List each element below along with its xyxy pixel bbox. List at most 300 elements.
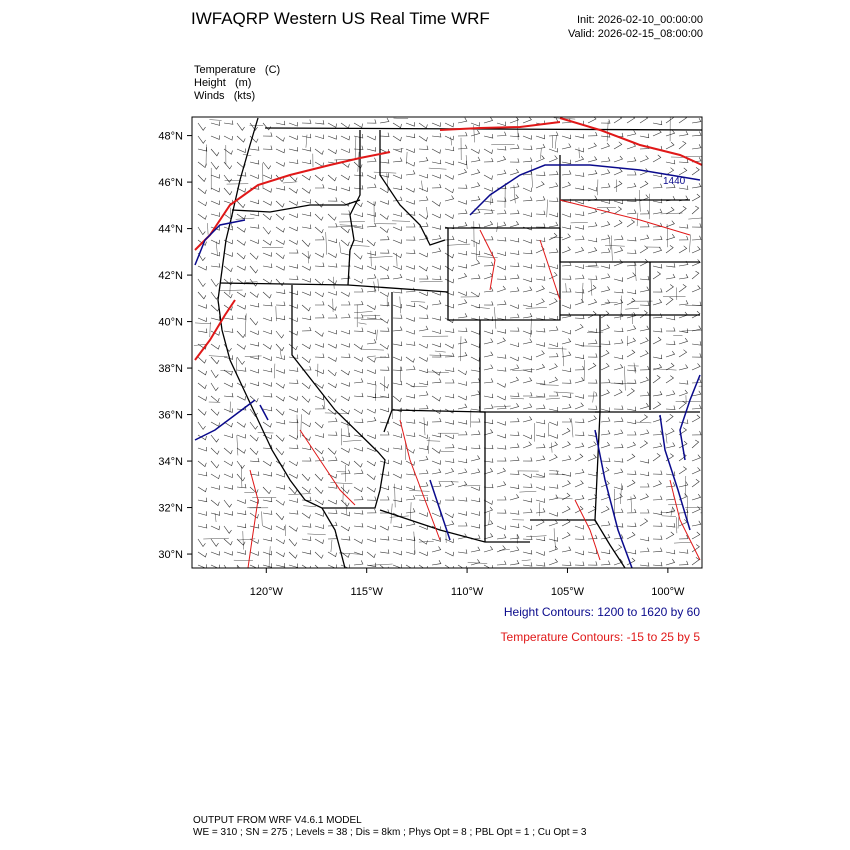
wind-barb [666,327,675,331]
wind-barb [341,187,350,191]
wind-barb [263,132,272,136]
wind-barb [315,552,323,558]
wind-barb [588,485,597,489]
wind-barb [393,342,402,346]
wind-barb [315,539,324,544]
wind-barb [211,551,220,555]
wind-barb [666,316,675,320]
wind-barb [601,442,610,448]
wind-barb [588,329,597,333]
wind-barb [432,248,441,253]
wind-barb [523,313,532,318]
wind-barb [198,201,207,206]
wind-barb [458,169,467,175]
county-line [237,435,238,455]
wind-barb [302,565,311,570]
county-line [540,385,559,386]
wind-barb [471,275,480,280]
wind-barb [315,343,324,347]
wind-barb [588,247,597,253]
wind-barb [458,381,467,385]
wind-barb [289,227,298,231]
wind-barb [471,122,480,126]
wind-barb [198,175,206,182]
wind-barb [250,224,259,228]
wind-barb [601,390,609,396]
wind-barb [666,414,673,422]
wind-barb [211,485,220,489]
wind-barb [380,249,389,253]
wind-barb [198,279,205,287]
wind-barb [549,407,558,411]
wind-barb [523,146,532,150]
wind-barb [263,227,271,234]
wind-barb [445,521,454,526]
wind-barb [588,285,596,292]
wind-barb [549,364,557,370]
wind-barb [354,288,363,292]
wind-barb [549,298,557,305]
wind-barb [562,234,570,240]
wind-barb [640,338,648,344]
wind-barb [588,561,597,565]
wind-barb [653,471,662,475]
county-line [230,278,231,295]
wind-barb [523,158,532,163]
wind-barb [263,146,272,150]
wind-barb [588,455,596,462]
wind-barb [471,511,480,515]
wind-barb [406,317,415,321]
wind-barb [289,539,297,546]
map-frame [192,117,702,568]
wind-barb [406,537,415,541]
wind-barb [484,405,493,410]
wind-barb [653,236,662,240]
county-line [555,135,556,149]
wind-barb [432,225,441,229]
wind-barb [562,330,571,334]
wind-barb [224,461,233,466]
wind-barb [263,435,272,439]
wind-barb [445,175,454,179]
wind-barb [237,511,246,515]
wind-barb [211,383,218,391]
county-line [258,433,274,434]
county-line [195,323,211,324]
wind-barb [536,144,545,149]
wind-barb [263,537,272,541]
wind-barb [458,459,467,463]
county-line [676,401,702,402]
wind-barb [588,222,597,227]
wind-barb [341,536,350,540]
wind-barb [575,419,584,423]
wind-barb [640,246,648,253]
wind-barb [380,354,389,358]
wind-barb [497,146,506,150]
wind-barb [198,472,207,476]
wind-barb [640,156,648,162]
wind-barb [458,264,467,268]
wind-barb [679,401,686,409]
wind-barb [276,162,285,166]
wind-barb [549,291,558,295]
wind-barb [523,442,531,448]
wind-barb [263,461,272,466]
wind-barb [562,182,571,188]
wind-barb [224,408,233,412]
wind-barb [640,377,649,383]
wind-barb [354,357,363,361]
wind-barb [315,227,323,233]
county-line [636,422,651,423]
wind-barb [315,236,324,240]
wind-barb [497,434,506,438]
wind-barb [471,224,480,228]
wind-barb [198,266,207,270]
wind-barb [276,435,284,441]
wind-barb [510,432,519,436]
wind-barb [523,526,532,530]
wind-barb [224,329,233,333]
wind-barb [510,238,519,242]
wind-barb [523,278,532,282]
wind-barb [289,318,298,322]
wind-barb [679,390,688,396]
wind-barb [497,468,506,474]
wind-barb [250,240,259,244]
wind-barb [198,511,207,515]
lon-label: 120°W [249,586,283,598]
county-lines [194,117,721,576]
wind-barb [601,325,609,331]
wind-barb [536,562,545,566]
wind-barb [211,292,219,299]
wind-barb [250,331,259,335]
county-line [566,283,567,292]
wind-barb [198,524,207,528]
wind-barb [289,240,298,244]
wind-barb [289,396,298,400]
wind-barb [497,252,506,256]
model-config: WE = 310 ; SN = 275 ; Levels = 38 ; Dis = 8km ; Phys Opt = 8 ; PBL Opt = 1 ; Cu Opt = 3 [193,827,587,838]
wind-barb [445,344,454,348]
wind-barb [211,461,219,468]
wind-barb [666,285,673,293]
wind-barb [328,344,337,348]
wind-barb [510,524,519,528]
wind-barb [419,305,428,309]
wind-barb [601,183,610,188]
wind-barb [484,134,493,138]
wind-barb [419,315,428,319]
wind-barb [614,523,623,527]
height-contours [195,165,700,568]
wind-barb [432,149,441,153]
wind-barb [510,494,519,500]
county-line [685,476,686,497]
wind-barb [484,339,493,345]
wind-barb [536,405,545,409]
wind-barb [354,409,363,414]
wind-barb [237,524,246,528]
wind-barb [562,456,571,461]
wind-barb [627,338,636,344]
wind-barb [432,214,441,218]
county-line [512,369,534,371]
wind-barb [588,379,597,383]
lon-label: 110°W [450,586,484,598]
wind-barb [510,287,519,292]
wind-barb [367,525,376,529]
wind-barb [211,263,220,267]
wind-barb [380,227,388,233]
wind-barb [614,418,623,423]
wind-barb [484,158,493,162]
wind-barb [653,562,662,566]
county-line [331,540,332,552]
wind-barb [484,352,493,357]
wind-barb [224,434,233,438]
wind-barb [653,355,662,359]
wind-barb [471,292,480,297]
wind-barb [315,149,323,154]
wind-barb [588,299,597,305]
wind-barb [393,274,402,279]
wind-barb [198,136,206,143]
wind-barb [341,314,350,318]
wind-barb [224,511,233,515]
wind-barb [250,487,258,493]
wind-barb [679,350,687,357]
wind-barb [458,339,467,344]
wind-barb [458,565,467,570]
county-line [209,120,221,121]
wind-barb [692,467,700,474]
wind-barb [458,145,467,149]
wind-barb [367,394,376,398]
wind-barb [211,252,220,256]
wind-barb [276,485,285,489]
wind-barb [224,252,233,256]
county-line [489,512,490,525]
wind-barb [289,147,298,151]
wind-barb [679,482,688,488]
county-line [326,232,327,255]
wind-barb [393,327,402,332]
wind-barb [367,158,376,162]
wind-barb [497,122,506,126]
wind-barb [692,341,701,345]
lat-label: 30°N [158,549,183,562]
wind-barb [471,182,480,188]
wind-barb [341,251,350,255]
wind-barb [523,457,532,461]
wind-barb [289,291,298,295]
wind-barb [601,341,610,345]
wind-barb [549,434,558,438]
wind-barb [575,225,584,229]
height-contour-label: 1440 [663,176,686,187]
wind-barb [601,286,610,292]
wind-barb [471,157,480,162]
wind-barb [367,119,376,123]
wind-barb [523,404,532,410]
county-line [220,371,232,372]
wind-barb [419,157,428,162]
wind-barb [432,276,441,280]
wind-barb [549,520,558,526]
county-line [499,549,510,550]
wind-barb [653,299,662,305]
wind-barb [198,422,206,429]
wind-barb [354,510,363,514]
wind-barb [367,357,376,362]
wind-barb [692,132,701,137]
wind-barb [562,418,571,422]
wind-barb [497,383,506,387]
wind-barb [315,474,323,481]
wind-barb [237,474,245,481]
wind-barb [289,201,298,205]
wind-barb [640,311,647,319]
wind-barb [614,545,622,552]
wind-barb [497,354,506,358]
wind-barb [627,532,635,539]
wind-barb [562,160,571,164]
wind-barb [419,188,428,192]
wind-barb [367,201,376,206]
lat-label: 38°N [158,363,183,376]
wind-barb [276,266,285,270]
county-line [689,235,690,253]
wind-barb [354,328,363,332]
wind-barb [393,315,402,319]
wind-barb [315,201,323,207]
wind-barb [640,287,649,292]
wind-barb [692,286,700,293]
wind-barb [510,343,519,347]
wind-barb [328,448,336,454]
wind-barb [692,494,701,500]
wind-barb [328,253,337,258]
county-line [324,396,325,409]
wind-barb [458,292,467,296]
county-line [429,168,447,169]
wind-barb [432,316,441,320]
wind-barb [263,264,272,268]
wind-barb [237,136,245,142]
wind-barb [198,552,207,557]
wind-barb [263,344,272,349]
wind-barb [640,350,648,357]
wind-barb [393,136,402,141]
county-line [610,239,611,250]
wind-barb [341,382,350,386]
wind-barb [432,460,441,464]
wind-barb [536,263,545,267]
wind-barb [536,181,544,188]
wind-barb [315,405,324,409]
wind-barb [692,183,701,188]
county-line [358,323,366,324]
wind-barb [315,263,324,267]
wind-barb [536,498,545,502]
wind-barb [458,273,467,279]
wind-barb [380,486,389,490]
county-line [591,280,592,296]
wind-barb [406,188,415,192]
wind-barb [601,248,610,253]
wind-barb [406,342,415,346]
wind-barb [653,375,660,383]
wind-barb [523,377,532,383]
county-line [307,534,325,535]
wind-barb [328,457,337,461]
wind-barb [471,130,480,136]
wind-barb [289,461,298,466]
wind-barb [627,550,636,554]
wind-barb [419,136,428,141]
wind-barb [510,471,519,475]
wind-barb [419,275,428,279]
wind-barb [276,344,284,351]
wind-barb [341,354,350,358]
wind-barb [419,214,428,219]
wind-barb [289,510,298,514]
wind-barb [692,532,700,539]
wind-barb [315,301,324,305]
wind-barb [289,368,298,372]
wind-barb [497,170,506,175]
wind-barb [315,448,323,454]
wind-barb [614,260,622,266]
temperature-contours [195,118,702,568]
wind-barb [692,479,699,487]
wind-barb [289,122,298,126]
wind-barb [549,512,558,516]
county-line [210,322,211,337]
wind-barb [640,403,649,409]
wind-barb [367,305,376,310]
wind-barb [406,200,415,204]
wind-barb [536,486,545,490]
wind-barb [640,366,649,370]
wind-barb [432,330,441,334]
wind-barb [237,201,245,208]
wind-barb [302,134,311,138]
county-line [376,385,377,401]
wind-barb [549,454,557,461]
wind-barb [289,419,298,423]
wind-barb [627,431,636,435]
wind-barb [510,535,519,540]
wind-barb [666,274,675,279]
wind-barb [549,249,558,254]
county-line [531,165,532,188]
wind-barb [458,118,467,123]
wind-barb [380,275,389,279]
wind-barb [562,472,571,476]
wind-barb [601,264,610,268]
wind-barb [211,435,219,442]
wind-barb [367,212,376,216]
wind-barb [328,383,337,388]
wind-barb [250,355,259,359]
wind-barb [523,484,532,488]
county-line [649,194,650,220]
